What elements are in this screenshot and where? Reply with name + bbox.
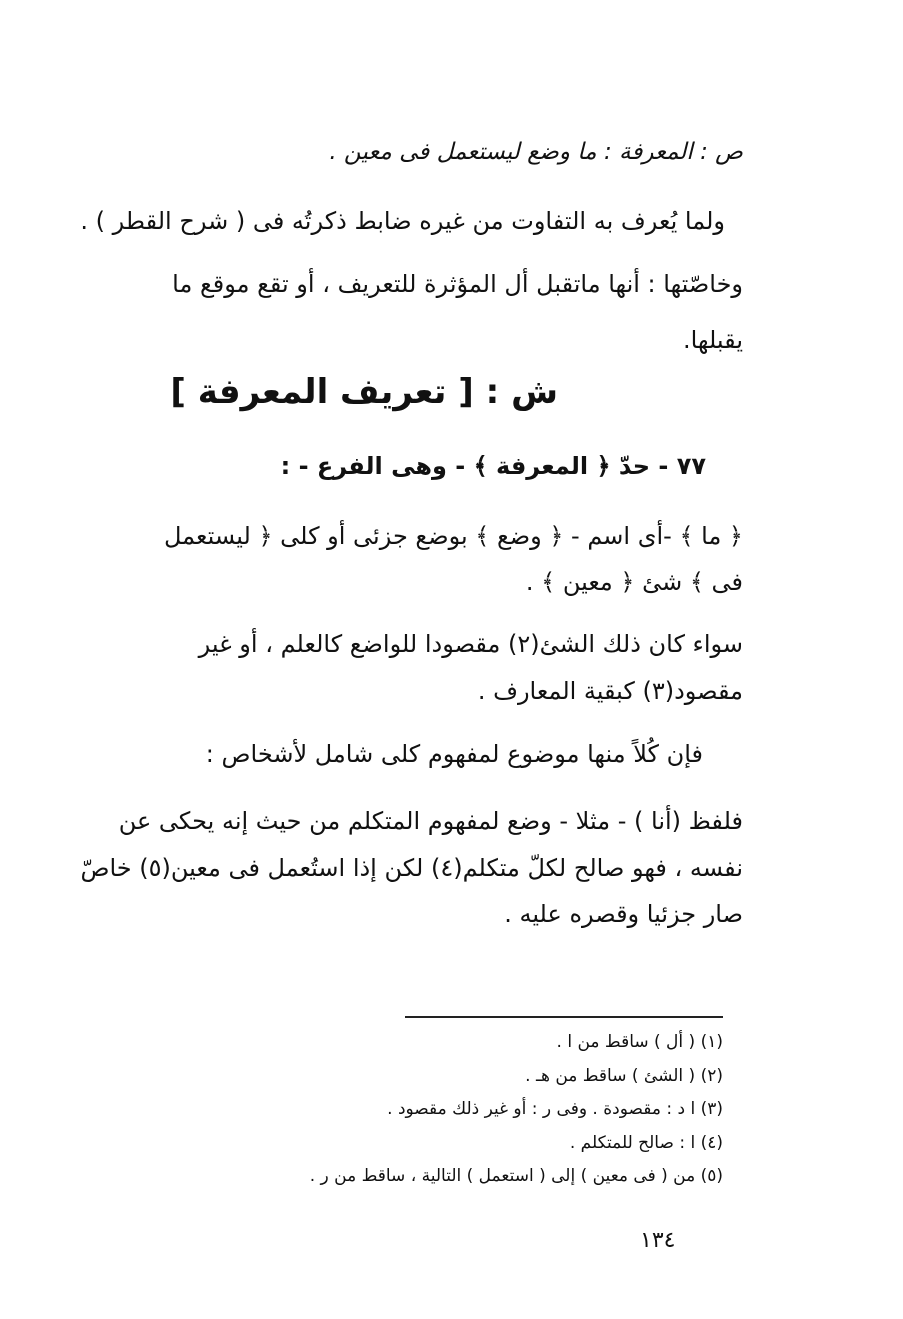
paragraph-4: فإن كُلاً منها موضوع لمفهوم كلى شامل لأشخاص :: [205, 740, 703, 768]
paragraph-3-line-2: مقصود(٣) كبقية المعارف .: [477, 677, 743, 705]
footnote-divider: [405, 1016, 723, 1018]
paragraph-3-line-1: سواء كان ذلك الشئ(٢) مقصودا للواضع كالعلم ، أو غير: [198, 630, 743, 658]
section-heading: ش : [ تعريف المعرفة ]: [170, 372, 558, 412]
paragraph-5-line-3: صار جزئيا وقصره عليه .: [504, 900, 743, 928]
definition-line-1: ﴿ ما ﴾ -أى اسم - ﴿ وضع ﴾ بوضع جزئى أو كلى ﴿ ليستعمل: [163, 522, 743, 550]
footnote-3: (٣) ا د : مقصودة . وفى ر : أو غير ذلك مقصود .: [387, 1099, 723, 1119]
paragraph-2-line-2: يقبلها.: [682, 326, 743, 354]
paragraph-5-line-2: نفسه ، فهو صالح لكلّ متكلم(٤) لكن إذا استُعمل فى معين(٥) خاصّ: [80, 854, 743, 882]
footnote-2: (٢) ( الشئ ) ساقط من هـ .: [525, 1066, 723, 1086]
footnote-5: (٥) من ( فى معين ) إلى ( استعمل ) التالية ، ساقط من ر .: [309, 1166, 723, 1186]
paragraph-2-line-1: وخاصّتها : أنها ماتقبل أل المؤثرة للتعريف ، أو تقع موقع ما: [172, 270, 743, 298]
footnote-4: (٤) ا : صالح للمتكلم .: [569, 1133, 723, 1153]
paragraph-1: ولما يُعرف به التفاوت من غيره ضابط ذكرتُه فى ( شرح القطر ) .: [80, 207, 725, 235]
paragraph-5-line-1: فلفظ (أنا ) - مثلا - وضع لمفهوم المتكلم من حيث إنه يحكى عن: [118, 807, 743, 835]
matn-verse: ص : المعرفة : ما وضع ليستعمل فى معين .: [329, 139, 743, 165]
page-number: ١٣٤: [640, 1228, 676, 1253]
definition-title: ٧٧ - حدّ ﴿ المعرفة ﴾ - وهى الفرع - :: [280, 452, 706, 480]
definition-line-2: فى ﴾ شئ ﴿ معين ﴾ .: [525, 568, 743, 596]
footnote-1: (١) ( أل ) ساقط من ا .: [556, 1032, 723, 1052]
